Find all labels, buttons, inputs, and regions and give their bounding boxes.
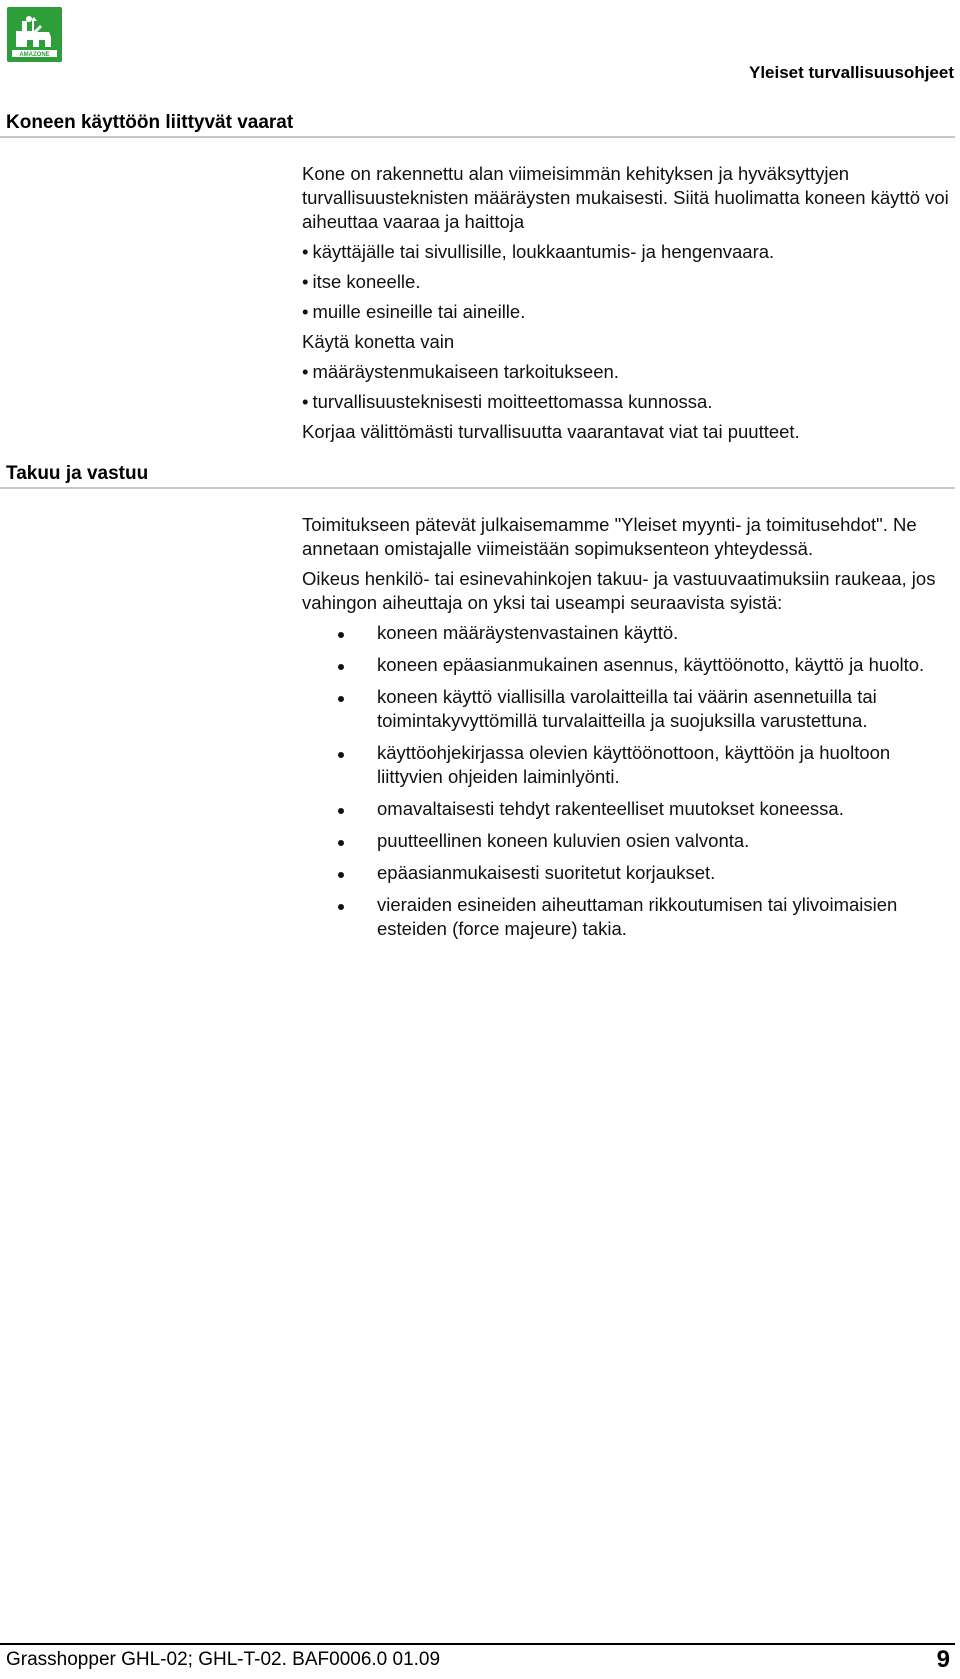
footer-document-id: Grasshopper GHL-02; GHL-T-02. BAF0006.0 01.09 [6, 1649, 441, 1670]
list-item: koneen määräystenvastainen käyttö. [302, 621, 952, 645]
bullet-icon: • [302, 241, 309, 262]
warranty-para-2: Oikeus henkilö- tai esinevahinkojen takuu- ja vastuuvaatimuksiin raukeaa, jos vahingon aiheuttaja on yksi tai useampi seuraavista syistä: [302, 568, 936, 613]
bullet-icon [338, 664, 344, 670]
list-item: puutteellinen koneen kuluvien osien valvonta. [302, 829, 952, 853]
amazone-logo-icon [7, 7, 62, 62]
section-divider [0, 487, 955, 489]
bullet-icon [338, 752, 344, 758]
list-item: • turvallisuusteknisesti moitteettomassa kunnossa. [302, 391, 713, 412]
list-item: epäasianmukaisesti suoritetut korjaukset. [302, 861, 952, 885]
use-list [302, 360, 952, 414]
list-item: • määräystenmukaiseen tarkoitukseen. [302, 361, 619, 382]
list-item: koneen epäasianmukainen asennus, käyttöönotto, käyttö ja huolto. [302, 653, 952, 677]
bullet-icon [338, 840, 344, 846]
list-item: • itse koneelle. [302, 271, 421, 292]
bullet-icon: • [302, 271, 309, 292]
bullet-icon [338, 632, 344, 638]
section-divider [0, 136, 955, 138]
warranty-para-1: Toimitukseen pätevät julkaisemamme "Yleiset myynti- ja toimitusehdot". Ne annetaan omistajalle viimeistään sopimuksenteon yhteydessä. [302, 514, 917, 559]
svg-text:AMAZONE: AMAZONE [19, 52, 50, 58]
bullet-icon [338, 872, 344, 878]
bullet-icon [338, 696, 344, 702]
bullet-icon [338, 904, 344, 910]
list-item: koneen käyttö viallisilla varolaitteilla tai väärin asennetuilla tai toimintakyvyttömillä turvalaitteilla ja suojuksilla varustettuna. [302, 685, 952, 733]
fix-note: Korjaa välittömästi turvallisuutta vaarantavat viat tai puutteet. [302, 421, 800, 442]
list-item: • käyttäjälle tai sivullisille, loukkaantumis- ja hengenvaara. [302, 241, 775, 262]
list-item: vieraiden esineiden aiheuttaman rikkoutumisen tai ylivoimaisien esteiden (force majeure) takia. [302, 893, 952, 941]
list-item: omavaltaisesti tehdyt rakenteelliset muutokset koneessa. [302, 797, 952, 821]
hazards-section-body [302, 162, 952, 450]
list-item: käyttöohjekirjassa olevien käyttöönottoon, käyttöön ja huoltoon liittyvien ohjeiden laiminlyönti. [302, 741, 952, 789]
header-title: Yleiset turvallisuusohjeet [748, 63, 954, 82]
use-intro: Käytä konetta vain [302, 331, 455, 352]
bullet-icon: • [302, 361, 309, 382]
bullet-icon: • [302, 301, 309, 322]
bullet-icon: • [302, 391, 309, 412]
section-heading-warranty: Takuu ja vastuu [6, 463, 149, 484]
section-heading-hazards: Koneen käyttöön liittyvät vaarat [6, 112, 294, 133]
footer-divider [0, 1643, 955, 1645]
amazone-logo [7, 7, 62, 62]
list-item: • muille esineille tai aineille. [302, 301, 526, 322]
hazard-list [302, 240, 952, 324]
page-number: 9 [936, 1646, 950, 1673]
cause-list [302, 621, 952, 941]
bullet-icon [338, 808, 344, 814]
warranty-section-body [302, 513, 952, 949]
hazards-intro: Kone on rakennettu alan viimeisimmän kehityksen ja hyväksyttyjen turvallisuusteknisten määräysten mukaisesti. Siitä huolimatta koneen käyttö voi aiheuttaa vaaraa ja haittoja [302, 163, 949, 232]
